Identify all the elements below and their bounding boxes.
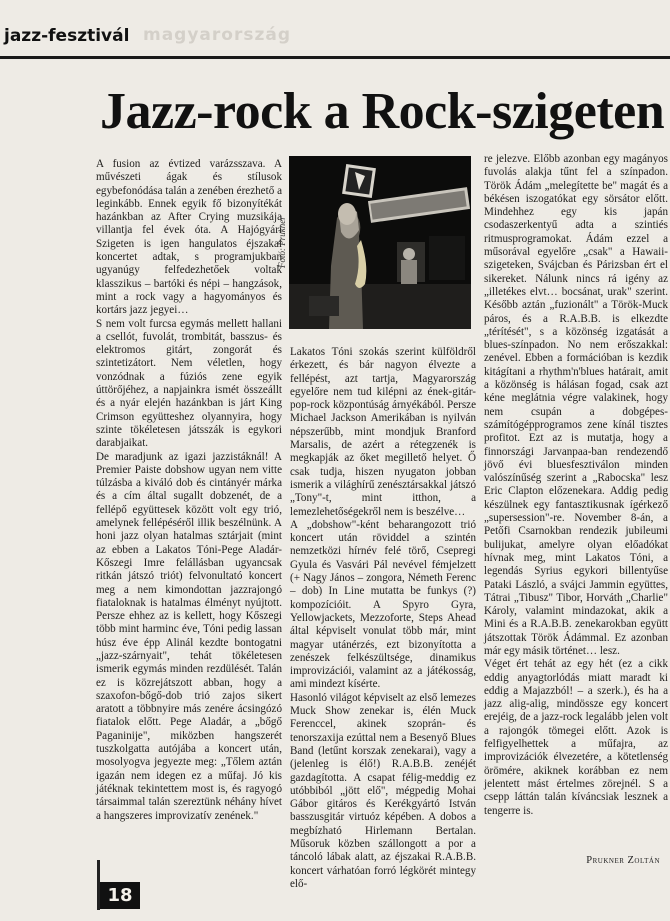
header-rule — [0, 56, 670, 59]
saxophonist-photo-art — [289, 156, 471, 329]
author-byline: Prukner Zoltán — [586, 855, 660, 866]
column-1 — [96, 158, 282, 823]
page-number: 18 — [100, 882, 140, 909]
concert-photo — [289, 156, 471, 329]
paragraph: Lakatos Tóni szokás szerint külföldről érkezett, és bár nagyon élvezte a fellépést, azt tartja, Magyarország egyelőre nem tud kilépni az ének-gitár-pop-rock központúság árnyékából. Persze Michael Jackson Amerikában is nyilván népszerűbb, mint mondjuk Branford Marsalis, de azért a rétegzenék is megkapják az őket megillető helyet. Ő csak tudja, hiszen nyugaton jobban ismerik a világhírű zenésztársakkal játszó „Tony"-t, mint itthon, a lemezlehetőségekről nem is beszélve… — [290, 346, 476, 518]
paragraph: A fusion az évtized varázsszava. A művészeti ágak és stílusok egybefonódása talán a zenében érezhető a leginkább. Ennek egyik fő bizonyítékát hazánkban az After Crying muzsikája villantja fel évek óta. A Hajógyári Szigeten is igen hangulatos éjszakai koncertet adtak, s programjukban ugyanúgy felfedezhetőek voltak klasszikus – bartóki és népi – hangzások, mint a rock vagy a hagyományos és kortárs jazz jegyei… — [96, 158, 282, 317]
column-2 — [290, 346, 476, 891]
photo-credit: Fotó: Prukner — [277, 216, 287, 268]
paragraph: S nem volt furcsa egymás mellett hallani a csellót, fuvolát, trombitát, basszus- és elektromos gitárt, zongorát és szintetizátort. Nem véletlen, hogy vonzódnak a fúziós zene egyik úttörőjéhez, a napjainkra ismét összeállt és a nyár elején hazánkban is járt King Crimson együtteshez olyannyira, hogy szinte tökéletesen játsszák is egykori darabjaikat. — [96, 317, 282, 450]
bleed-through-text: magyarország — [143, 25, 292, 45]
paragraph: re jelezve. Előbb azonban egy magányos fuvolás alakja tűnt fel a színpadon. Török Ádám „melegítette be" magát és a békésen iszogatókat egy sörsátor előtt. Mindehhez egy kis japán csodaszerkentyű adta a szintiés ritmusprogramokat. Ádám ezzel a műsorával egyelőre „csak" a Hawaii-szigeteken, Svájcban és Párizsban ért el sikereket. Nálunk nincs rá igény az „illetékes elvt… bocsánat, urak" szerint. Később aztán „fuzionált" a Török-Muck páros, és a R.A.B.B. is elkezdte „térítését", s a közönség izgatását a blues-színpadon. No nem erőszakkal: zenével. Ebben a formációban is kezdik kitágítani a rhythm'n'blues határait, amit a közönség is hálásan fogad, csak azt kéne meglátnia végre valakinek, hogy nem csupán a dobgépes-számítógépprogramos zene kínál tisztes profitot. Ezt az is mutatja, hogy a finnországi Jarvanpaa-ban rendezendő jövő évi bluesfesztiválon minden valószínűség szerint a „Rabocska" lesz Eric Clapton előzenekara. Addig pedig készülnek egy fantasztikusnak ígérkező „supersession"-re. November 8-án, a Petőfi Csarnokban rendezik jubileumi bulijukat, amelyre olyan előadókat hívnak meg, mint Lakatos Tóni, a legendás Syrius egykori billentyűse Pataki László, a svájci Jammin együttes, Tátrai „Tibusz" Tibor, Horváth „Charlie" Károly, valamint mindazokat, akik a Mini és a R.A.B.B. zenekarokban együtt játszottak Török Ádámmal. Ez azonban már egy másik történet… lesz. — [484, 153, 668, 657]
paragraph: Hasonló világot képviselt az első lemezes Muck Show zenekar is, élén Muck Ferenccel, akinek szoprán- és tenorszaxija ezúttal nem a Besenyő Blues Band (letűnt korszak zenekarai), vagy a (jelenleg is élő!) R.A.B.B. zenéjét gazdagította. A csapat félig-meddig ez utóbbiból „jött elő", mégpedig Mohai Gábor gitáros és Kerékgyártó István basszusgitár virtuóz képében. A dobos a megbízható Hirlemann Bertalan. Műsoruk közben szállongott a por a táncoló lábak alatt, az éjszakai R.A.B.B. koncert várhatóan forró légkörét mintegy elő- — [290, 691, 476, 890]
paragraph: De maradjunk az igazi jazzistáknál! A Premier Paiste dobshow ugyan nem vitte túlzásba a kiváló dob és cintányér márka és a cím által sugallt dobzenét, de a fellépő együttesek között volt egy trió, amelynek fellépéséről illik beszélnünk. A honi jazz olyan hatalmas sztárjait (mint az ebben a Lakatos Tóni-Pege Aladár-Kőszegi Imre felállásban ugyancsak ritkán játszó triót) felvonultató koncert meg a nem kimondottan jazzrajongó fiataloknak is hatalmas élményt nyújtott. Persze ehhez az is kellett, hogy Kőszegi több mint harminc éve, Tóni pedig lassan húsz éve épp Alinál kezdte bontogatni „jazz-szárnyait", tehát tökéletesen ismerik egymás minden rezdülését. Talán ez is közrejátszott abban, hogy a szaxofon-bőgő-dob trió zajos sikert aratott a többnyire más zenére ácsingózó fiatalok előtt. Pege Aladár, a „bőgő Paganinije", miközben hangszerét tuszkolgatta autójába a koncert után, mosolyogva jegyezte meg: „Tőlem aztán igazán nem idegen ez a műfaj. Jó kis játéknak tekintettem most is, és ragyogó társaimmal talán szereztünk néhány hívet a hangszeres improvizatív zenének." — [96, 450, 282, 822]
paragraph: Véget ért tehát az egy hét (ez a cikk eddig anyagtorlódás miatt maradt ki eddig a Majazzból! – a szerk.), és ha a jazz alig-alig, mindössze egy koncert erejéig, de a jazz-rock legalább jelen volt a rajongók tömegei előtt. Azok is felfigyelhettek a műfajra, az improvizációk élvezetére, a kötetlenség örömére, akiknek korábban ez nem jelentett mást értelmes zörejnél. S a csepp láttán talán kíváncsiak lesznek a tengerre is. — [484, 658, 668, 817]
paragraph: A „dobshow"-ként beharangozott trió koncert után röviddel a szintén nemzetközi hírnév felé törő, Csepregi Gyula és Vasvári Pál nevével fémjelzett (+ Nagy János – zongora, Németh Ferenc – dob) In Line mutatta be funkys (?) kompozícióit. A Spyro Gyra, Yellowjackets, Mezzoforte, Steps Ahead által képviselt vonulat több már, mint magyar utánérzés, ezt bizonyította a zenészek felkészültsége, dinamikus improvizációi, valamint az a játékosság, ami mindezt kísérte. — [290, 518, 476, 691]
section-label: jazz-fesztivál — [4, 26, 130, 46]
column-3 — [484, 153, 668, 818]
article-title: Jazz-rock a Rock-szigeten — [100, 83, 665, 140]
